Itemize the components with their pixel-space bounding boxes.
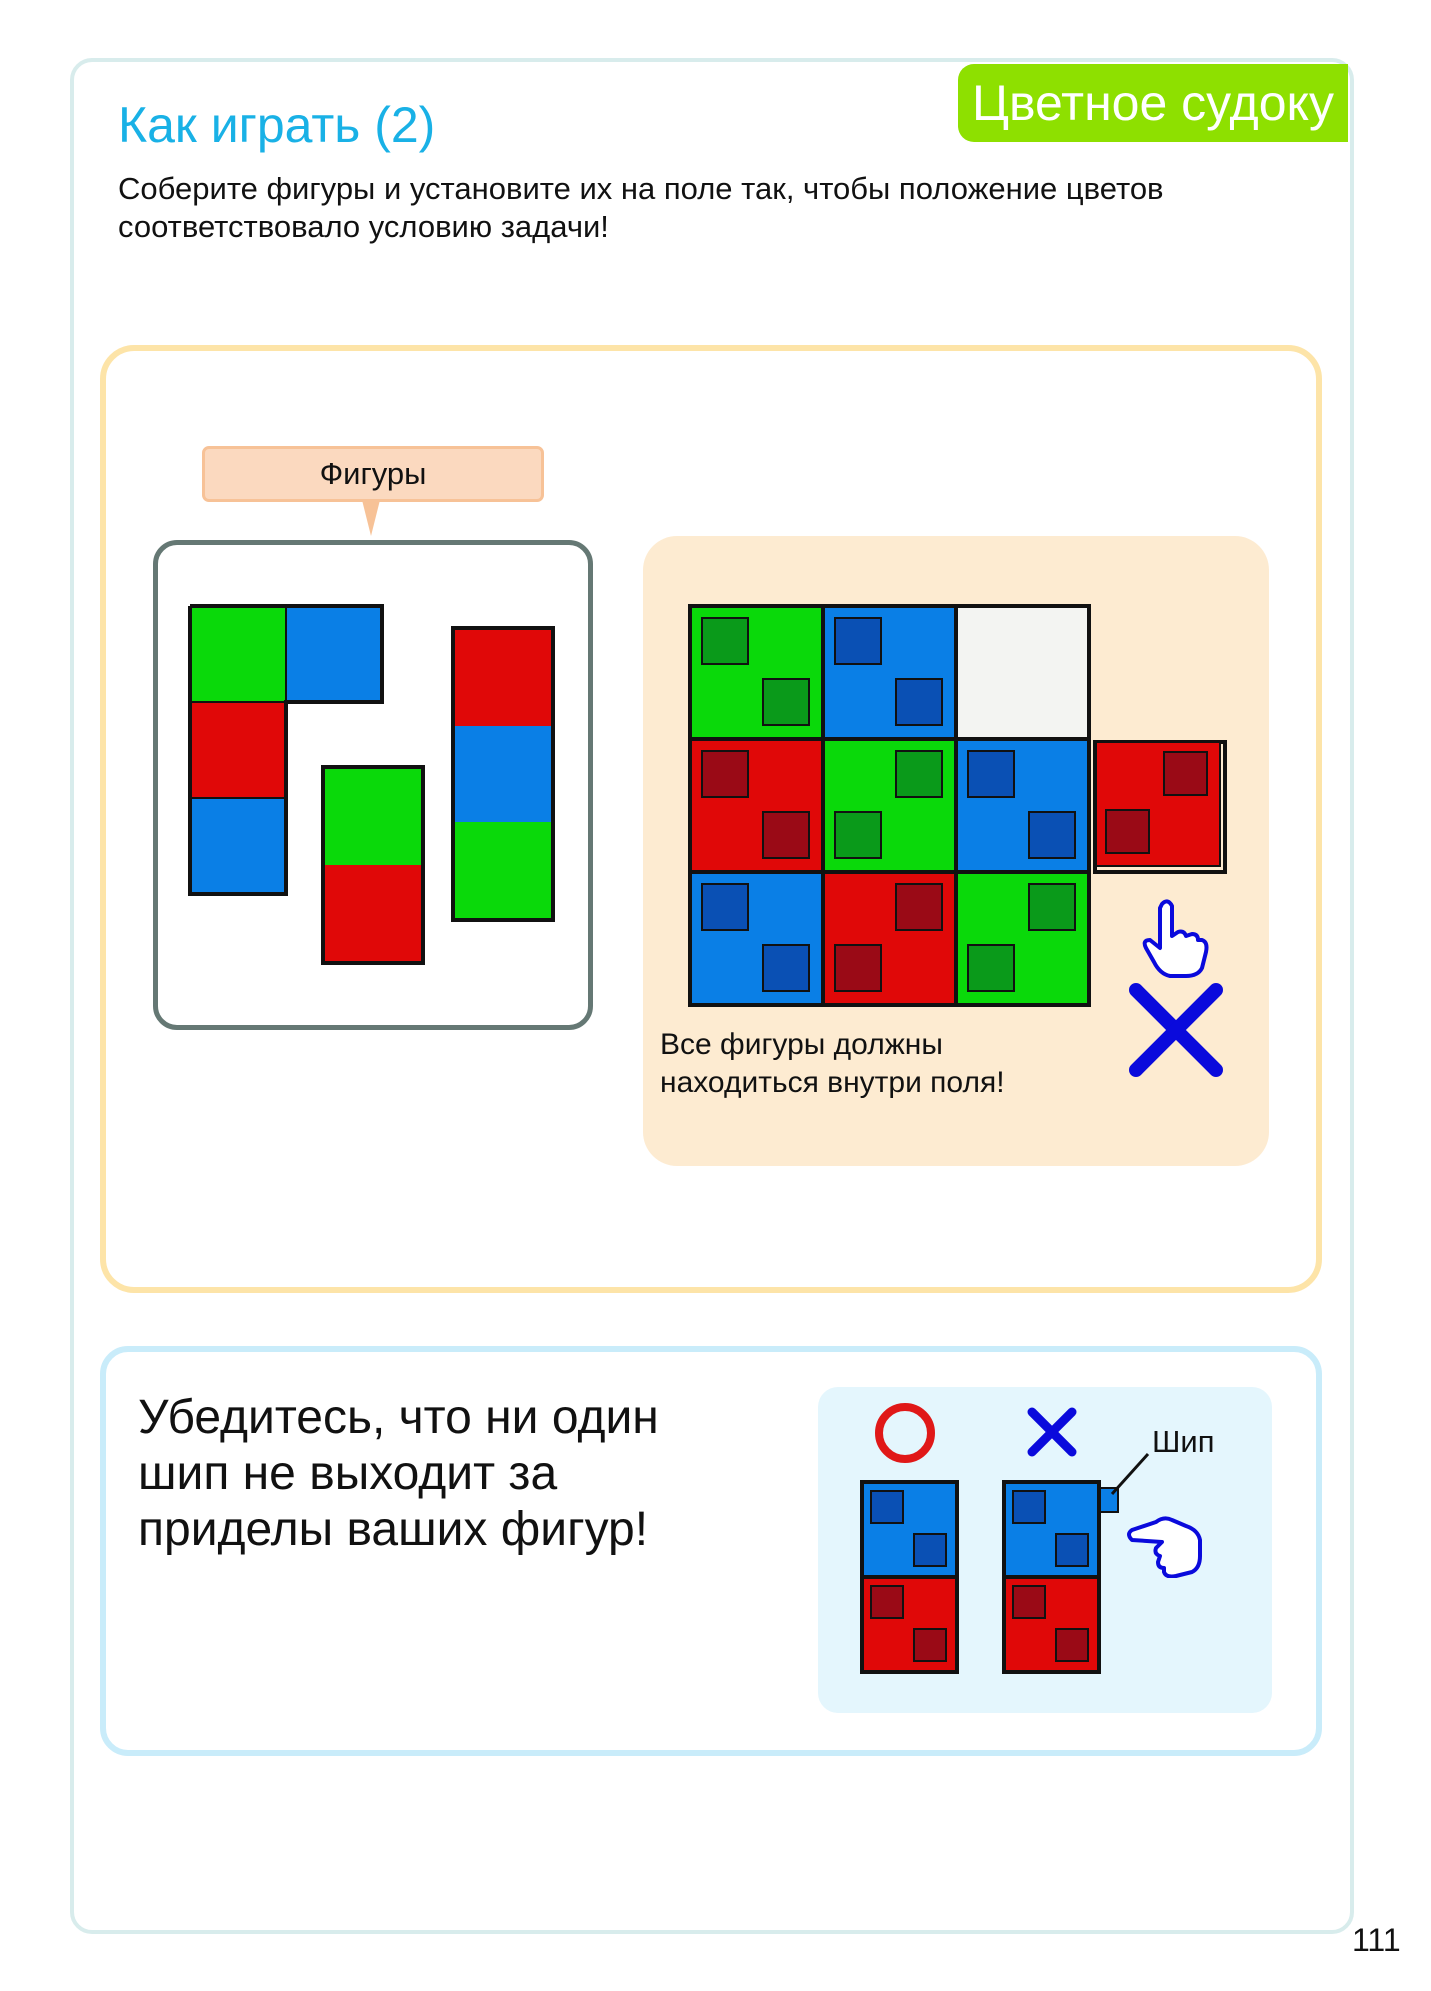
spike-note-line-3: приделы ваших фигур! <box>138 1503 649 1556</box>
example-outline <box>860 1480 959 1674</box>
cross-icon <box>1024 1404 1080 1460</box>
pieces-callout: Фигуры <box>202 446 544 502</box>
page-title: Как играть (2) <box>118 97 436 153</box>
spike-pointer-line <box>1104 1450 1154 1500</box>
page-number: 111 <box>1352 1922 1401 1958</box>
spike-label: Шип <box>1152 1424 1215 1459</box>
hand-pointer-icon <box>1126 1512 1204 1578</box>
spike-note-line-1: Убедитесь, что ни один <box>138 1391 659 1444</box>
domino-outline <box>321 765 425 965</box>
hand-pointer-icon <box>1140 898 1210 978</box>
intro-line-2: соответствовало условию задачи! <box>118 209 609 244</box>
intro-line-1: Соберите фигуры и установите их на поле так, чтобы положение цветов <box>118 171 1164 206</box>
field-caption-line-1: Все фигуры должны <box>660 1028 943 1061</box>
cell-peg <box>1163 751 1208 796</box>
cell-peg <box>1105 809 1150 854</box>
callout-tail <box>362 500 380 536</box>
circle-icon <box>872 1400 938 1466</box>
intro-text <box>118 170 1258 246</box>
field-outline <box>688 604 1091 1007</box>
cross-icon <box>1126 980 1226 1080</box>
tromino-outline <box>451 626 555 922</box>
field-caption <box>660 1026 1005 1102</box>
spike-note-line-2: шип не выходит за <box>138 1447 558 1500</box>
spike-note <box>138 1390 738 1558</box>
example-outline <box>1002 1480 1101 1674</box>
field-caption-line-2: находиться внутри поля! <box>660 1066 1005 1099</box>
section-tag: Цветное судоку <box>958 64 1348 142</box>
